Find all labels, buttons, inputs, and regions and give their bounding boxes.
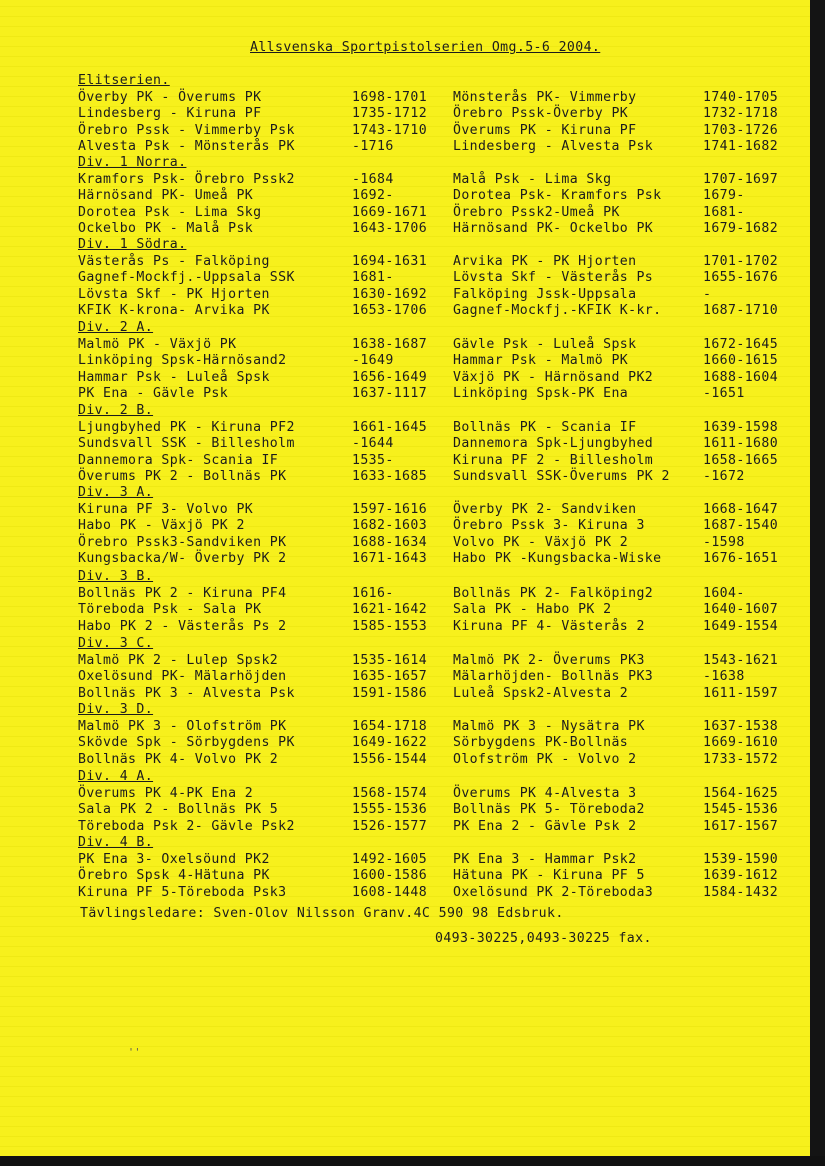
- score-right: 1741-1682: [703, 139, 779, 155]
- division-heading: Div. 3 C.: [78, 636, 154, 651]
- match-left: Malmö PK 3 - Olofström PK: [78, 718, 287, 734]
- match-left: PK Ena - Gävle Psk: [78, 386, 229, 402]
- score-right: -1598: [703, 534, 745, 550]
- score-left: 1688-1634: [352, 534, 428, 550]
- score-left: 1633-1685: [352, 469, 428, 485]
- division-heading: Div. 3 D.: [78, 702, 154, 717]
- score-left: 1682-1603: [352, 518, 428, 534]
- score-right: 1639-1612: [703, 868, 779, 884]
- score-right: 1733-1572: [703, 751, 779, 767]
- match-right: Malmö PK 2- Överums PK3: [453, 652, 645, 668]
- match-right: Härnösand PK- Ockelbo PK: [453, 221, 654, 237]
- score-right: 1611-1680: [703, 436, 779, 452]
- match-right: Bollnäs PK 5- Töreboda2: [453, 802, 645, 818]
- score-left: -1649: [352, 353, 394, 369]
- score-right: 1640-1607: [703, 602, 779, 618]
- match-left: Ockelbo PK - Malå Psk: [78, 221, 254, 237]
- score-left: 1694-1631: [352, 253, 428, 269]
- match-right: Malmö PK 3 - Nysätra PK: [453, 718, 645, 734]
- score-left: 1526-1577: [352, 818, 428, 834]
- score-left: -1684: [352, 171, 394, 187]
- score-right: -1672: [703, 469, 745, 485]
- match-left: Alvesta Psk - Mönsterås PK: [78, 139, 295, 155]
- score-left: 1661-1645: [352, 419, 428, 435]
- match-left: Bollnäs PK 3 - Alvesta Psk: [78, 685, 295, 701]
- score-right: 1701-1702: [703, 253, 779, 269]
- score-left: 1535-1614: [352, 652, 428, 668]
- score-right: 1617-1567: [703, 818, 779, 834]
- match-left: Gagnef-Mockfj.-Uppsala SSK: [78, 270, 295, 286]
- score-right: 1584-1432: [703, 884, 779, 900]
- division-heading: Div. 1 Norra.: [78, 155, 187, 170]
- match-left: Örebro Pssk3-Sandviken PK: [78, 534, 287, 550]
- score-right: -1651: [703, 386, 745, 402]
- score-left: 1608-1448: [352, 884, 428, 900]
- match-left: Örebro Spsk 4-Hätuna PK: [78, 868, 270, 884]
- match-right: Luleå Spsk2-Alvesta 2: [453, 685, 629, 701]
- score-right: 1687-1540: [703, 518, 779, 534]
- phone-fax: 0493-30225,0493-30225 fax.: [435, 931, 652, 946]
- score-right: 1649-1554: [703, 618, 779, 634]
- score-right: 1539-1590: [703, 851, 779, 867]
- page-title: Allsvenska Sportpistolserien Omg.5-6 2004.: [250, 40, 601, 55]
- match-left: Malmö PK - Växjö PK: [78, 336, 237, 352]
- score-left: 1637-1117: [352, 386, 428, 402]
- division-heading: Div. 4 A.: [78, 769, 154, 784]
- match-right: Mönsterås PK- Vimmerby: [453, 89, 637, 105]
- match-left: Bollnäs PK 4- Volvo PK 2: [78, 751, 279, 767]
- match-right: Örebro Pssk 3- Kiruna 3: [453, 518, 645, 534]
- division-heading: Div. 2 B.: [78, 403, 154, 418]
- match-left: Kiruna PF 5-Töreboda Psk3: [78, 884, 287, 900]
- match-left: Härnösand PK- Umeå PK: [78, 188, 254, 204]
- score-left: 1692-: [352, 188, 394, 204]
- match-right: Överby PK 2- Sandviken: [453, 501, 637, 517]
- match-right: Växjö PK - Härnösand PK2: [453, 369, 654, 385]
- score-left: 1591-1586: [352, 685, 428, 701]
- match-right: Sundsvall SSK-Överums PK 2: [453, 469, 670, 485]
- score-left: 1555-1536: [352, 802, 428, 818]
- score-right: 1688-1604: [703, 369, 779, 385]
- match-left: KFIK K-krona- Arvika PK: [78, 303, 270, 319]
- match-right: Lövsta Skf - Västerås Ps: [453, 270, 654, 286]
- score-right: 1669-1610: [703, 735, 779, 751]
- division-heading: Div. 1 Södra.: [78, 237, 187, 252]
- match-left: Dorotea Psk - Lima Skg: [78, 204, 262, 220]
- score-left: 1653-1706: [352, 303, 428, 319]
- score-right: 1658-1665: [703, 452, 779, 468]
- contest-leader: Tävlingsledare: Sven-Olov Nilsson Granv.4C 590 98 Edsbruk.: [80, 906, 564, 921]
- match-left: Sala PK 2 - Bollnäs PK 5: [78, 802, 279, 818]
- match-right: Överums PK 4-Alvesta 3: [453, 785, 637, 801]
- score-right: 1611-1597: [703, 685, 779, 701]
- score-right: 1707-1697: [703, 171, 779, 187]
- match-left: Överby PK - Överums PK: [78, 89, 262, 105]
- match-right: Mälarhöjden- Bollnäs PK3: [453, 669, 654, 685]
- match-right: Bollnäs PK 2- Falköping2: [453, 585, 654, 601]
- match-right: Sörbygdens PK-Bollnäs: [453, 735, 629, 751]
- match-left: Örebro Pssk - Vimmerby Psk: [78, 122, 295, 138]
- match-left: Töreboda Psk 2- Gävle Psk2: [78, 818, 295, 834]
- score-right: 1672-1645: [703, 336, 779, 352]
- score-right: -1638: [703, 669, 745, 685]
- match-left: Oxelösund PK- Mälarhöjden: [78, 669, 287, 685]
- score-left: 1535-: [352, 452, 394, 468]
- score-right: 1639-1598: [703, 419, 779, 435]
- score-left: 1669-1671: [352, 204, 428, 220]
- match-right: Gagnef-Mockfj.-KFIK K-kr.: [453, 303, 662, 319]
- match-left: Töreboda Psk - Sala PK: [78, 602, 262, 618]
- score-right: 1679-: [703, 188, 745, 204]
- score-left: 1600-1586: [352, 868, 428, 884]
- score-left: 1597-1616: [352, 501, 428, 517]
- division-heading: Div. 3 B.: [78, 569, 154, 584]
- match-right: Arvika PK - PK Hjorten: [453, 253, 637, 269]
- match-right: Falköping Jssk-Uppsala: [453, 286, 637, 302]
- match-left: Lövsta Skf - PK Hjorten: [78, 286, 270, 302]
- score-left: -1716: [352, 139, 394, 155]
- match-left: Kiruna PF 3- Volvo PK: [78, 501, 254, 517]
- match-right: Gävle Psk - Luleå Spsk: [453, 336, 637, 352]
- match-left: Habo PK - Växjö PK 2: [78, 518, 245, 534]
- score-left: 1585-1553: [352, 618, 428, 634]
- scan-edge-bottom: [0, 1156, 825, 1166]
- division-heading: Div. 2 A.: [78, 320, 154, 335]
- match-right: Örebro Pssk-Överby PK: [453, 106, 629, 122]
- match-right: Linköping Spsk-PK Ena: [453, 386, 629, 402]
- match-right: Sala PK - Habo PK 2: [453, 602, 612, 618]
- match-right: Malå Psk - Lima Skg: [453, 171, 612, 187]
- match-left: Överums PK 2 - Bollnäs PK: [78, 469, 287, 485]
- match-left: Malmö PK 2 - Lulep Spsk2: [78, 652, 279, 668]
- match-right: Bollnäs PK - Scania IF: [453, 419, 637, 435]
- match-right: Kiruna PF 2 - Billesholm: [453, 452, 654, 468]
- score-right: 1545-1536: [703, 802, 779, 818]
- match-left: PK Ena 3- Oxelsöund PK2: [78, 851, 270, 867]
- division-heading: Div. 3 A.: [78, 485, 154, 500]
- score-left: 1568-1574: [352, 785, 428, 801]
- score-right: 1637-1538: [703, 718, 779, 734]
- pencil-mark: '': [128, 1047, 141, 1058]
- match-right: Olofström PK - Volvo 2: [453, 751, 637, 767]
- score-left: 1630-1692: [352, 286, 428, 302]
- division-heading: Div. 4 B.: [78, 835, 154, 850]
- score-right: 1679-1682: [703, 221, 779, 237]
- match-right: Dannemora Spk-Ljungbyhed: [453, 436, 654, 452]
- match-right: Överums PK - Kiruna PF: [453, 122, 637, 138]
- match-right: Hätuna PK - Kiruna PF 5: [453, 868, 645, 884]
- score-right: 1655-1676: [703, 270, 779, 286]
- score-right: 1681-: [703, 204, 745, 220]
- match-right: Kiruna PF 4- Västerås 2: [453, 618, 645, 634]
- score-left: 1638-1687: [352, 336, 428, 352]
- match-left: Sundsvall SSK - Billesholm: [78, 436, 295, 452]
- score-left: 1698-1701: [352, 89, 428, 105]
- score-right: -: [703, 286, 712, 302]
- score-left: 1556-1544: [352, 751, 428, 767]
- match-left: Kramfors Psk- Örebro Pssk2: [78, 171, 295, 187]
- score-right: 1668-1647: [703, 501, 779, 517]
- match-right: Habo PK -Kungsbacka-Wiske: [453, 551, 662, 567]
- score-left: 1492-1605: [352, 851, 428, 867]
- match-right: Örebro Pssk2-Umeå PK: [453, 204, 620, 220]
- score-left: 1635-1657: [352, 669, 428, 685]
- match-right: Volvo PK - Växjö PK 2: [453, 534, 629, 550]
- match-left: Bollnäs PK 2 - Kiruna PF4: [78, 585, 287, 601]
- match-right: Dorotea Psk- Kramfors Psk: [453, 188, 662, 204]
- match-left: Överums PK 4-PK Ena 2: [78, 785, 254, 801]
- match-right: PK Ena 3 - Hammar Psk2: [453, 851, 637, 867]
- scan-edge-right: [810, 0, 825, 1166]
- match-left: Lindesberg - Kiruna PF: [78, 106, 262, 122]
- score-right: 1687-1710: [703, 303, 779, 319]
- score-left: 1643-1706: [352, 221, 428, 237]
- match-right: Lindesberg - Alvesta Psk: [453, 139, 654, 155]
- match-right: PK Ena 2 - Gävle Psk 2: [453, 818, 637, 834]
- score-left: 1656-1649: [352, 369, 428, 385]
- score-right: 1660-1615: [703, 353, 779, 369]
- division-heading: Elitserien.: [78, 73, 170, 88]
- match-left: Ljungbyhed PK - Kiruna PF2: [78, 419, 295, 435]
- score-right: 1564-1625: [703, 785, 779, 801]
- match-left: Linköping Spsk-Härnösand2: [78, 353, 287, 369]
- match-left: Dannemora Spk- Scania IF: [78, 452, 279, 468]
- score-right: 1676-1651: [703, 551, 779, 567]
- score-left: 1621-1642: [352, 602, 428, 618]
- match-left: Västerås Ps - Falköping: [78, 253, 270, 269]
- score-right: 1543-1621: [703, 652, 779, 668]
- score-left: 1735-1712: [352, 106, 428, 122]
- match-left: Habo PK 2 - Västerås Ps 2: [78, 618, 287, 634]
- match-left: Hammar Psk - Luleå Spsk: [78, 369, 270, 385]
- score-left: 1681-: [352, 270, 394, 286]
- match-left: Skövde Spk - Sörbygdens PK: [78, 735, 295, 751]
- match-right: Oxelösund PK 2-Töreboda3: [453, 884, 654, 900]
- score-left: 1616-: [352, 585, 394, 601]
- score-left: 1671-1643: [352, 551, 428, 567]
- score-right: 1703-1726: [703, 122, 779, 138]
- score-left: -1644: [352, 436, 394, 452]
- score-right: 1732-1718: [703, 106, 779, 122]
- score-left: 1649-1622: [352, 735, 428, 751]
- score-left: 1743-1710: [352, 122, 428, 138]
- score-left: 1654-1718: [352, 718, 428, 734]
- match-left: Kungsbacka/W- Överby PK 2: [78, 551, 287, 567]
- score-right: 1604-: [703, 585, 745, 601]
- score-right: 1740-1705: [703, 89, 779, 105]
- match-right: Hammar Psk - Malmö PK: [453, 353, 629, 369]
